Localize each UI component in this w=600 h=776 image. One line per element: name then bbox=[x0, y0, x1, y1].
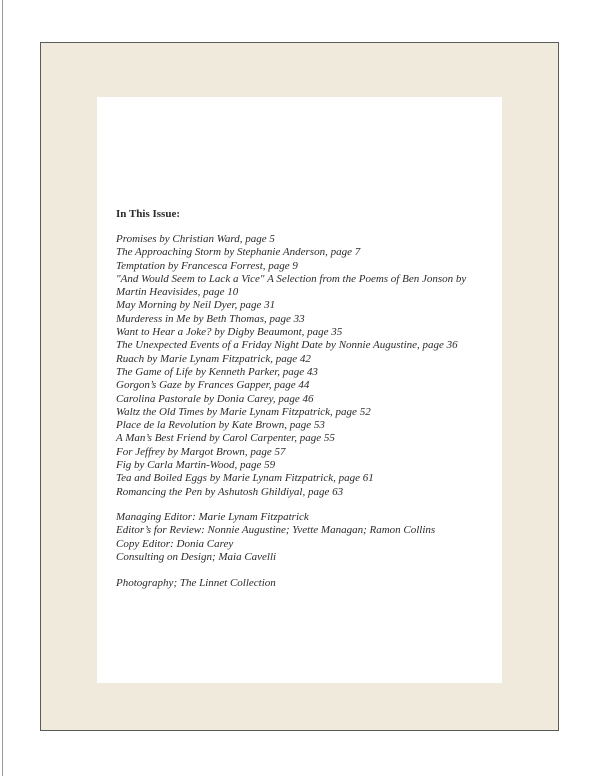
toc-entry: Martin Heavisides, page 10 bbox=[116, 286, 239, 299]
inner-page bbox=[97, 97, 502, 683]
toc-entry: Want to Hear a Joke? by Digby Beaumont, page 35 bbox=[116, 326, 343, 339]
credit-review-editors: Editor’s for Review: Nonnie Augustine; Yvette Managan; Ramon Collins bbox=[116, 524, 436, 537]
toc-entry: Tea and Boiled Eggs by Marie Lynam Fitzpatrick, page 61 bbox=[116, 472, 374, 485]
toc-entry: For Jeffrey by Margot Brown, page 57 bbox=[116, 445, 286, 458]
toc-entry: May Morning by Neil Dyer, page 31 bbox=[116, 299, 276, 312]
toc-entry: Ruach by Marie Lynam Fitzpatrick, page 42 bbox=[116, 352, 311, 365]
toc-entry: Fig by Carla Martin-Wood, page 59 bbox=[116, 459, 276, 472]
contents-heading: In This Issue: bbox=[116, 208, 180, 220]
credit-managing-editor: Managing Editor: Marie Lynam Fitzpatrick bbox=[116, 510, 309, 523]
toc-entry: Carolina Pastorale by Donia Carey, page 46 bbox=[116, 392, 314, 405]
toc-entry: The Approaching Storm by Stephanie Anderson, page 7 bbox=[116, 246, 361, 259]
toc-entry: "And Would Seem to Lack a Vice" A Selection from the Poems of Ben Jonson by bbox=[116, 272, 467, 285]
toc-entry: Waltz the Old Times by Marie Lynam Fitzpatrick, page 52 bbox=[116, 405, 371, 418]
toc-entry: The Game of Life by Kenneth Parker, page 43 bbox=[116, 365, 318, 378]
toc-entry: Romancing the Pen by Ashutosh Ghildiyal, page 63 bbox=[116, 485, 344, 498]
credits-list bbox=[116, 511, 502, 564]
toc-entry: Promises by Christian Ward, page 5 bbox=[116, 233, 275, 245]
toc-entry: Murderess in Me by Beth Thomas, page 33 bbox=[116, 312, 305, 325]
photography-credit: Photography; The Linnet Collection bbox=[116, 577, 276, 590]
toc-entry: Temptation by Francesca Forrest, page 9 bbox=[116, 259, 298, 272]
contents-section bbox=[116, 208, 502, 590]
toc-entry: The Unexpected Events of a Friday Night Date by Nonnie Augustine, page 36 bbox=[116, 339, 458, 352]
toc-entry: Place de la Revolution by Kate Brown, page 53 bbox=[116, 419, 325, 432]
credit-design-consulting: Consulting on Design; Maia Cavelli bbox=[116, 550, 277, 563]
toc-entry: A Man’s Best Friend by Carol Carpenter, page 55 bbox=[116, 432, 335, 445]
credit-copy-editor: Copy Editor: Donia Carey bbox=[116, 537, 234, 550]
toc-entry: Gorgon’s Gaze by Frances Gapper, page 44 bbox=[116, 379, 310, 392]
left-margin-rule bbox=[2, 0, 3, 776]
toc-list bbox=[116, 233, 502, 499]
